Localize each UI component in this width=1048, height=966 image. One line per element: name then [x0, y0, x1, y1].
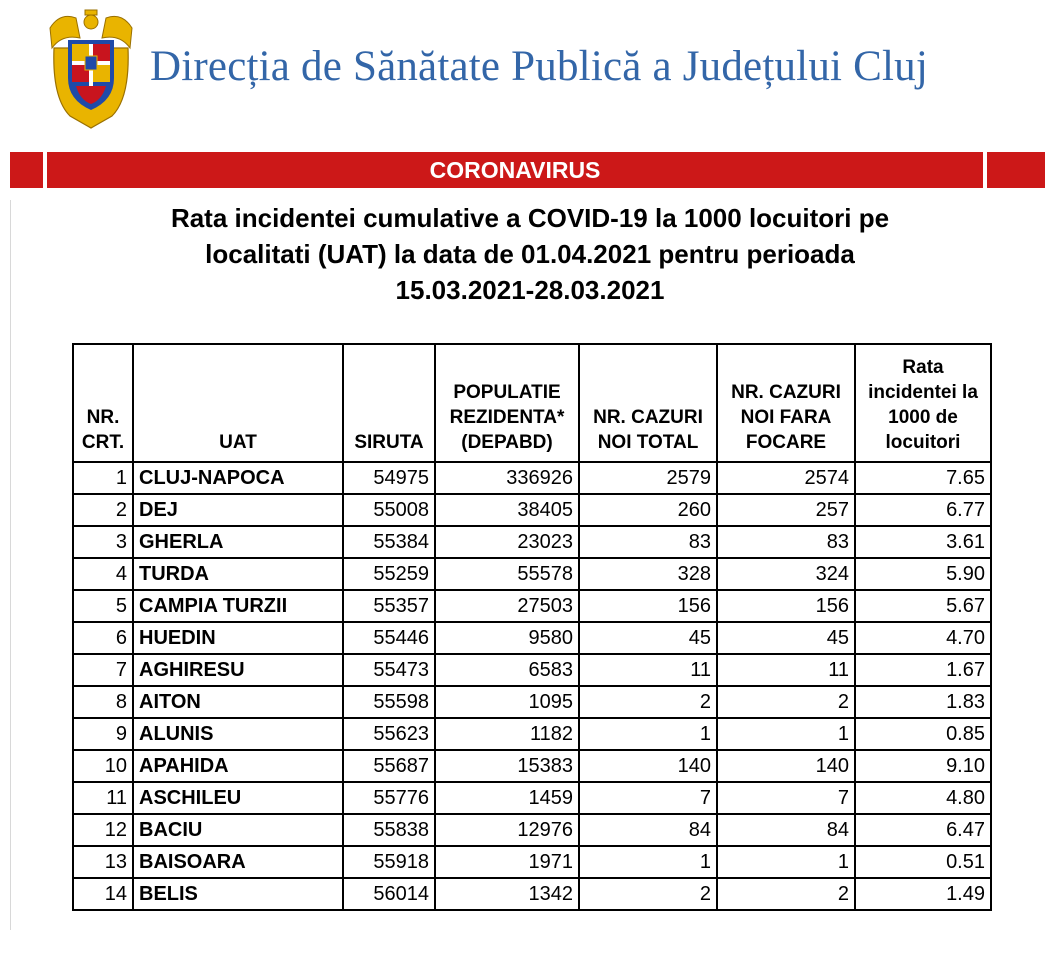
cell-populatie: 1459	[435, 782, 579, 814]
cell-cazuri-fara-focare: 7	[717, 782, 855, 814]
cell-cazuri-fara-focare: 1	[717, 718, 855, 750]
cell-siruta: 55473	[343, 654, 435, 686]
cell-nr-crt: 9	[73, 718, 133, 750]
coronavirus-banner: CORONAVIRUS	[47, 152, 983, 188]
cell-cazuri-fara-focare: 140	[717, 750, 855, 782]
cell-uat: AITON	[133, 686, 343, 718]
cell-siruta: 55623	[343, 718, 435, 750]
cell-populatie: 23023	[435, 526, 579, 558]
cell-cazuri-total: 2	[579, 878, 717, 910]
cell-cazuri-fara-focare: 2574	[717, 462, 855, 494]
cell-nr-crt: 10	[73, 750, 133, 782]
page-header	[0, 0, 1048, 140]
table-row	[73, 878, 991, 910]
cell-cazuri-total: 156	[579, 590, 717, 622]
header-cazuri-fara-focare: NR. CAZURI NOI FARA FOCARE	[717, 344, 855, 462]
left-divider	[10, 200, 11, 950]
cell-populatie: 1342	[435, 878, 579, 910]
cell-cazuri-total: 2	[579, 686, 717, 718]
cell-cazuri-total: 1	[579, 846, 717, 878]
cell-siruta: 55259	[343, 558, 435, 590]
cell-uat: TURDA	[133, 558, 343, 590]
cell-nr-crt: 12	[73, 814, 133, 846]
cell-populatie: 12976	[435, 814, 579, 846]
cell-cazuri-fara-focare: 2	[717, 686, 855, 718]
cell-cazuri-total: 7	[579, 782, 717, 814]
cell-siruta: 55687	[343, 750, 435, 782]
table-row	[73, 814, 991, 846]
cell-rata: 0.51	[855, 846, 991, 878]
cell-nr-crt: 7	[73, 654, 133, 686]
table-row	[73, 590, 991, 622]
cell-populatie: 1971	[435, 846, 579, 878]
cell-siruta: 55446	[343, 622, 435, 654]
cell-rata: 1.49	[855, 878, 991, 910]
romania-coat-of-arms-icon	[40, 8, 142, 130]
table-header-row	[73, 344, 991, 462]
cell-cazuri-total: 84	[579, 814, 717, 846]
cell-siruta: 55918	[343, 846, 435, 878]
cell-nr-crt: 13	[73, 846, 133, 878]
cell-siruta: 55598	[343, 686, 435, 718]
table-row	[73, 654, 991, 686]
cell-cazuri-fara-focare: 2	[717, 878, 855, 910]
cell-populatie: 1182	[435, 718, 579, 750]
table-row	[73, 718, 991, 750]
header-nr-crt: NR. CRT.	[73, 344, 133, 462]
cell-cazuri-total: 328	[579, 558, 717, 590]
cell-nr-crt: 14	[73, 878, 133, 910]
cell-rata: 6.47	[855, 814, 991, 846]
cell-nr-crt: 4	[73, 558, 133, 590]
table-row	[73, 462, 991, 494]
incidence-table	[72, 343, 992, 911]
cell-populatie: 336926	[435, 462, 579, 494]
cell-siruta: 55008	[343, 494, 435, 526]
cell-populatie: 6583	[435, 654, 579, 686]
cell-cazuri-total: 83	[579, 526, 717, 558]
cell-uat: BELIS	[133, 878, 343, 910]
table-row	[73, 494, 991, 526]
title-line-3: 15.03.2021-28.03.2021	[395, 275, 665, 305]
cell-rata: 3.61	[855, 526, 991, 558]
table-body	[73, 462, 991, 910]
cell-uat: BAISOARA	[133, 846, 343, 878]
cell-rata: 0.85	[855, 718, 991, 750]
cell-uat: BACIU	[133, 814, 343, 846]
cell-rata: 4.80	[855, 782, 991, 814]
cell-siruta: 55776	[343, 782, 435, 814]
cell-siruta: 54975	[343, 462, 435, 494]
table-row	[73, 846, 991, 878]
cell-rata: 9.10	[855, 750, 991, 782]
cell-cazuri-fara-focare: 11	[717, 654, 855, 686]
cell-rata: 4.70	[855, 622, 991, 654]
cell-cazuri-total: 11	[579, 654, 717, 686]
cell-cazuri-fara-focare: 156	[717, 590, 855, 622]
cell-cazuri-total: 260	[579, 494, 717, 526]
cell-populatie: 1095	[435, 686, 579, 718]
cell-uat: ALUNIS	[133, 718, 343, 750]
page-cutoff	[0, 930, 1048, 966]
cell-nr-crt: 8	[73, 686, 133, 718]
cell-cazuri-total: 2579	[579, 462, 717, 494]
cell-uat: CLUJ-NAPOCA	[133, 462, 343, 494]
cell-rata: 5.90	[855, 558, 991, 590]
title-line-1: Rata incidentei cumulative a COVID-19 la 1000 locuitori pe	[170, 203, 890, 233]
cell-rata: 1.83	[855, 686, 991, 718]
banner-right-block	[987, 152, 1045, 188]
cell-cazuri-fara-focare: 45	[717, 622, 855, 654]
cell-nr-crt: 1	[73, 462, 133, 494]
cell-uat: AGHIRESU	[133, 654, 343, 686]
cell-rata: 1.67	[855, 654, 991, 686]
cell-rata: 7.65	[855, 462, 991, 494]
cell-cazuri-total: 45	[579, 622, 717, 654]
banner-left-block	[10, 152, 43, 188]
table-row	[73, 558, 991, 590]
cell-cazuri-fara-focare: 1	[717, 846, 855, 878]
cell-siruta: 56014	[343, 878, 435, 910]
cell-uat: APAHIDA	[133, 750, 343, 782]
cell-siruta: 55384	[343, 526, 435, 558]
cell-nr-crt: 3	[73, 526, 133, 558]
title-line-2: localitati (UAT) la data de 01.04.2021 pentru perioada	[205, 239, 855, 269]
cell-rata: 5.67	[855, 590, 991, 622]
header-siruta: SIRUTA	[343, 344, 435, 462]
cell-populatie: 9580	[435, 622, 579, 654]
cell-uat: GHERLA	[133, 526, 343, 558]
table-row	[73, 782, 991, 814]
cell-uat: ASCHILEU	[133, 782, 343, 814]
table-row	[73, 686, 991, 718]
cell-populatie: 15383	[435, 750, 579, 782]
cell-uat: DEJ	[133, 494, 343, 526]
cell-cazuri-fara-focare: 257	[717, 494, 855, 526]
cell-populatie: 55578	[435, 558, 579, 590]
cell-cazuri-fara-focare: 324	[717, 558, 855, 590]
table-row	[73, 750, 991, 782]
header-rata-incidentei: Rata incidentei la 1000 de locuitori	[855, 344, 991, 462]
cell-populatie: 27503	[435, 590, 579, 622]
cell-nr-crt: 5	[73, 590, 133, 622]
cell-nr-crt: 6	[73, 622, 133, 654]
cell-cazuri-fara-focare: 84	[717, 814, 855, 846]
table-row	[73, 526, 991, 558]
cell-nr-crt: 2	[73, 494, 133, 526]
cell-siruta: 55838	[343, 814, 435, 846]
table-row	[73, 622, 991, 654]
cell-uat: CAMPIA TURZII	[133, 590, 343, 622]
cell-uat: HUEDIN	[133, 622, 343, 654]
document-title	[60, 200, 1000, 308]
header-populatie: POPULATIE REZIDENTA* (DEPABD)	[435, 344, 579, 462]
cell-populatie: 38405	[435, 494, 579, 526]
cell-siruta: 55357	[343, 590, 435, 622]
cell-cazuri-total: 140	[579, 750, 717, 782]
cell-rata: 6.77	[855, 494, 991, 526]
header-cazuri-total: NR. CAZURI NOI TOTAL	[579, 344, 717, 462]
cell-cazuri-fara-focare: 83	[717, 526, 855, 558]
header-uat: UAT	[133, 344, 343, 462]
cell-cazuri-total: 1	[579, 718, 717, 750]
cell-nr-crt: 11	[73, 782, 133, 814]
organization-name: Direcția de Sănătate Publică a Județului Cluj	[150, 43, 929, 90]
